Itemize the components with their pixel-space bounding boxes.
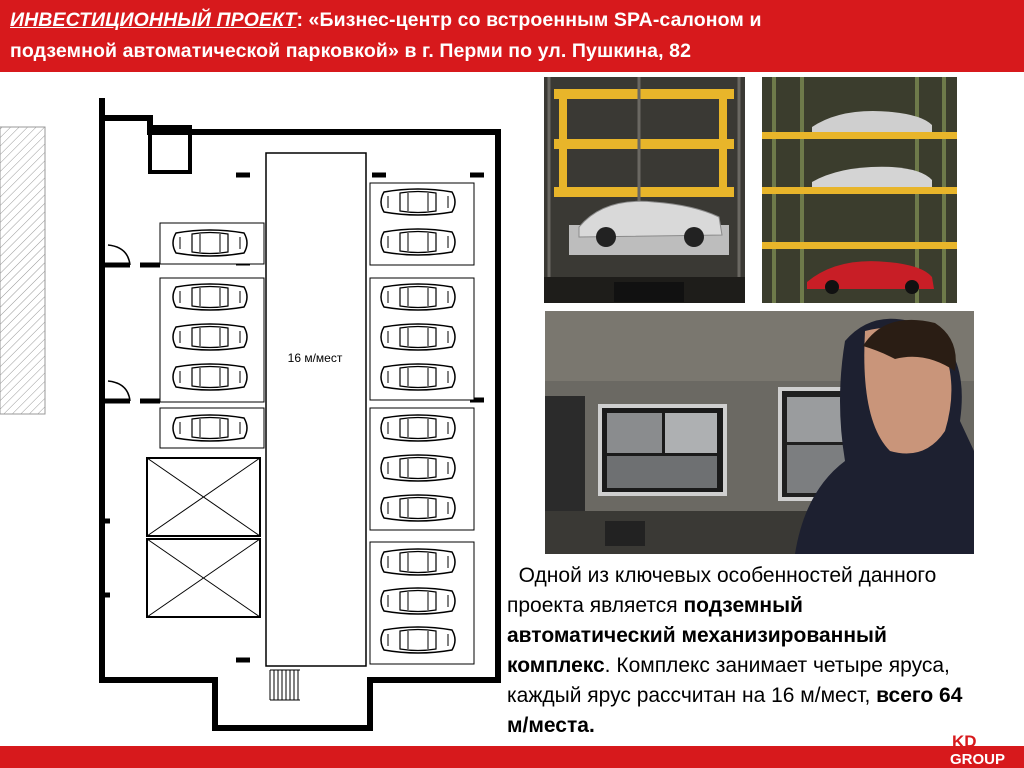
parking-capacity-label: 16 м/мест (287, 351, 343, 365)
title-keyword: ИНВЕСТИЦИОННЫЙ ПРОЕКТ (10, 9, 297, 31)
logo-kd-text: KD (952, 732, 977, 751)
logo-group-text: GROUP (950, 751, 1006, 768)
kd-group-logo (948, 730, 1022, 768)
description-highlight-1: подземный автоматический механизированный комплекс (507, 594, 887, 677)
parking-system-photo-2 (762, 77, 957, 303)
title-banner (0, 0, 1024, 72)
title-line-1-text: : «Бизнес-центр со встроенным SPA-салоном и (296, 9, 762, 31)
description-paragraph (507, 561, 975, 741)
project-description (507, 561, 975, 741)
parking-floor-plan (0, 95, 510, 740)
description-part-2: . Комплекс занимает четыре яруса, каждый ярус рассчитан на 16 м/мест, (507, 654, 950, 707)
control-room-photo (545, 311, 974, 554)
parking-system-photo-1 (544, 77, 745, 303)
description-part-1: Одной из ключевых особенностей данного проекта является (507, 564, 937, 617)
title-line-1 (10, 9, 762, 32)
footer-bar (0, 746, 1024, 768)
description-highlight-2: всего 64 м/места. (507, 684, 963, 737)
title-line-2: подземной автоматической парковкой» в г. Перми по ул. Пушкина, 82 (10, 40, 692, 62)
